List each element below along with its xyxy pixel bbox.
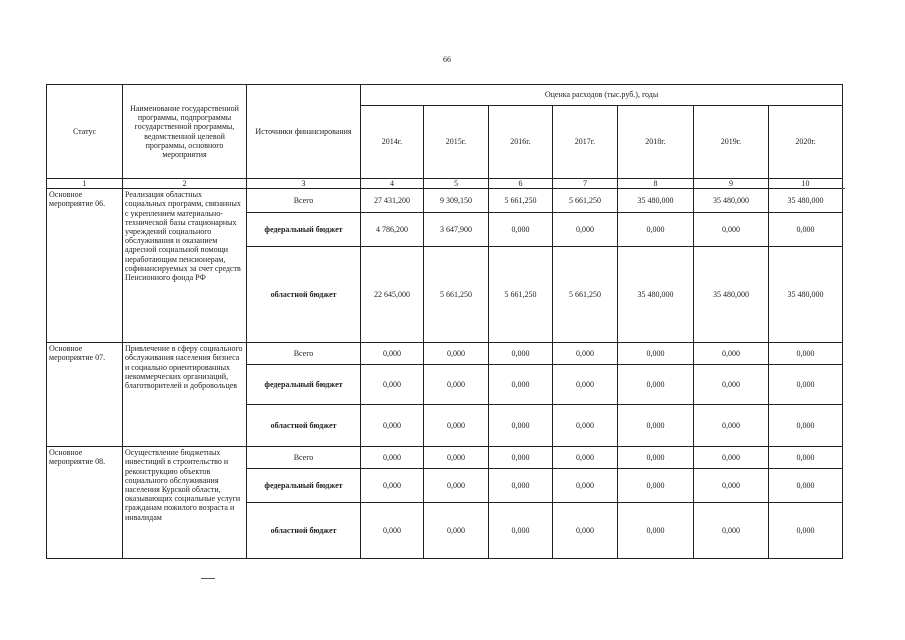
source-cell: федеральный бюджет <box>247 365 361 405</box>
value-cell: 0,000 <box>618 365 694 405</box>
table-row <box>47 447 843 469</box>
status-header: Статус <box>47 85 123 179</box>
measure-name-cell: Привлечение в сферу социального обслуживания населения бизнеса и социально ориентированных некоммерческих организаций, благотворителей и добровольцев <box>123 343 247 447</box>
value-cell: 0,000 <box>553 447 618 469</box>
header-row <box>47 85 843 106</box>
column-number: 7 <box>553 179 618 189</box>
value-cell: 0,000 <box>694 343 769 365</box>
expenses-table <box>46 84 843 559</box>
value-cell: 0,000 <box>489 447 553 469</box>
value-cell: 0,000 <box>618 469 694 503</box>
column-number: 4 <box>361 179 424 189</box>
value-cell: 5 661,250 <box>489 189 553 213</box>
value-cell: 0,000 <box>489 405 553 447</box>
value-cell: 0,000 <box>618 343 694 365</box>
source-cell: федеральный бюджет <box>247 213 361 247</box>
column-number: 9 <box>694 179 769 189</box>
source-cell: Всего <box>247 189 361 213</box>
scan-mark <box>842 188 845 189</box>
measure-name-cell: Реализация областных социальных программ, связанных с укреплением материально-технической базы стационарных учреждений социального обслуживания и оказанием адресной социальной помощи неработающим пенсионерам, софинансируемых за счет средств Пенсионного фонда РФ <box>123 189 247 343</box>
value-cell: 0,000 <box>553 343 618 365</box>
column-number: 2 <box>123 179 247 189</box>
table-row <box>47 343 843 365</box>
value-cell: 0,000 <box>553 469 618 503</box>
value-cell: 0,000 <box>694 469 769 503</box>
value-cell: 0,000 <box>424 469 489 503</box>
table-row <box>47 189 843 213</box>
status-cell: Основное мероприятие 08. <box>47 447 123 559</box>
value-cell: 0,000 <box>694 405 769 447</box>
value-cell: 0,000 <box>361 365 424 405</box>
value-cell: 0,000 <box>424 343 489 365</box>
value-cell: 0,000 <box>361 405 424 447</box>
value-cell: 0,000 <box>361 343 424 365</box>
value-cell: 0,000 <box>694 213 769 247</box>
value-cell: 0,000 <box>361 503 424 559</box>
value-cell: 35 480,000 <box>769 247 843 343</box>
value-cell: 5 661,250 <box>553 247 618 343</box>
value-cell: 0,000 <box>694 503 769 559</box>
value-cell: 0,000 <box>489 365 553 405</box>
status-cell: Основное мероприятие 07. <box>47 343 123 447</box>
year-header: 2016г. <box>489 106 553 179</box>
value-cell: 0,000 <box>618 213 694 247</box>
value-cell: 5 661,250 <box>553 189 618 213</box>
value-cell: 9 309,150 <box>424 189 489 213</box>
year-header: 2019г. <box>694 106 769 179</box>
value-cell: 0,000 <box>424 365 489 405</box>
column-number: 1 <box>47 179 123 189</box>
value-cell: 5 661,250 <box>489 247 553 343</box>
value-cell: 0,000 <box>618 447 694 469</box>
value-cell: 0,000 <box>424 447 489 469</box>
value-cell: 3 647,900 <box>424 213 489 247</box>
value-cell: 0,000 <box>769 503 843 559</box>
value-cell: 0,000 <box>361 447 424 469</box>
year-header: 2017г. <box>553 106 618 179</box>
value-cell: 0,000 <box>694 447 769 469</box>
value-cell: 0,000 <box>769 365 843 405</box>
sources-header: Источники финансирования <box>247 85 361 179</box>
column-number-row <box>47 179 843 189</box>
value-cell: 0,000 <box>361 469 424 503</box>
value-cell: 0,000 <box>769 343 843 365</box>
value-cell: 0,000 <box>694 365 769 405</box>
value-cell: 35 480,000 <box>694 189 769 213</box>
source-cell: областной бюджет <box>247 405 361 447</box>
value-cell: 0,000 <box>769 213 843 247</box>
scan-mark <box>201 578 215 579</box>
value-cell: 27 431,200 <box>361 189 424 213</box>
value-cell: 0,000 <box>424 503 489 559</box>
source-cell: областной бюджет <box>247 503 361 559</box>
year-header: 2014г. <box>361 106 424 179</box>
value-cell: 0,000 <box>424 405 489 447</box>
value-cell: 22 645,000 <box>361 247 424 343</box>
measure-name-cell: Осуществление бюджетных инвестиций в строительство и реконструкцию объектов социального обслуживания населения Курской области, оказывающих социальные услуги гражданам пожилого возраста и инвалидам <box>123 447 247 559</box>
page-number: 66 <box>443 55 451 64</box>
source-cell: Всего <box>247 447 361 469</box>
column-number: 10 <box>769 179 843 189</box>
value-cell: 0,000 <box>553 213 618 247</box>
value-cell: 4 786,200 <box>361 213 424 247</box>
source-cell: федеральный бюджет <box>247 469 361 503</box>
estimate-header: Оценка расходов (тыс.руб.), годы <box>361 85 843 106</box>
source-cell: Всего <box>247 343 361 365</box>
value-cell: 0,000 <box>618 405 694 447</box>
value-cell: 0,000 <box>489 213 553 247</box>
year-header: 2018г. <box>618 106 694 179</box>
value-cell: 0,000 <box>769 469 843 503</box>
value-cell: 35 480,000 <box>769 189 843 213</box>
column-number: 6 <box>489 179 553 189</box>
value-cell: 0,000 <box>489 343 553 365</box>
value-cell: 0,000 <box>769 447 843 469</box>
value-cell: 35 480,000 <box>618 247 694 343</box>
value-cell: 35 480,000 <box>618 189 694 213</box>
year-header: 2015г. <box>424 106 489 179</box>
value-cell: 5 661,250 <box>424 247 489 343</box>
value-cell: 0,000 <box>618 503 694 559</box>
value-cell: 0,000 <box>769 405 843 447</box>
status-cell: Основное мероприятие 06. <box>47 189 123 343</box>
column-number: 5 <box>424 179 489 189</box>
name-header: Наименование государственной программы, подпрограммы государственной программы, ведомственной целевой программы, основного мероприятия <box>123 85 247 179</box>
column-number: 3 <box>247 179 361 189</box>
value-cell: 35 480,000 <box>694 247 769 343</box>
value-cell: 0,000 <box>553 503 618 559</box>
value-cell: 0,000 <box>553 405 618 447</box>
source-cell: областной бюджет <box>247 247 361 343</box>
value-cell: 0,000 <box>553 365 618 405</box>
column-number: 8 <box>618 179 694 189</box>
value-cell: 0,000 <box>489 469 553 503</box>
year-header: 2020г. <box>769 106 843 179</box>
value-cell: 0,000 <box>489 503 553 559</box>
